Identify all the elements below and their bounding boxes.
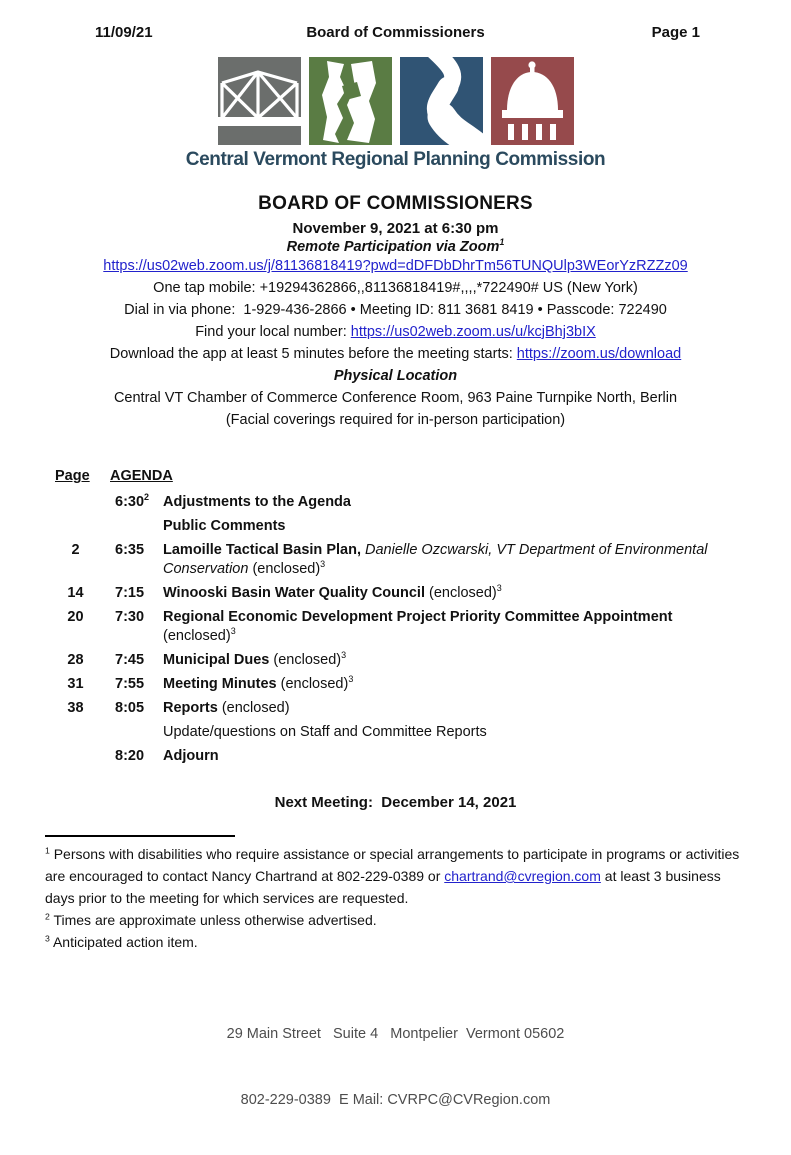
agenda-row (55, 584, 746, 603)
footnote-3-marker: 3 (45, 933, 50, 944)
one-tap-mobile-line: One tap mobile: +19294362866,,81136818419#,,,,*722490# US (New York) (153, 280, 638, 296)
meeting-title: BOARD OF COMMISSIONERS (258, 193, 533, 214)
footnote-1-text: Persons with disabilities who require assistance or special arrangements to participate in programs or activities are encouraged to contact Nancy Chartrand at 802-229-0389 or (45, 846, 744, 884)
agenda-item-footnote-marker: 3 (496, 583, 502, 594)
agenda-page-number (55, 493, 110, 512)
agenda-item-footnote-marker: 3 (320, 559, 326, 570)
agenda-header-row (55, 467, 746, 486)
logo-panels (45, 57, 746, 145)
footnote-2-marker: 2 (45, 911, 50, 922)
remote-heading-text: Remote Participation via Zoom (286, 239, 500, 255)
remote-participation-heading (45, 239, 746, 255)
footer-contact: 802-229-0389 E Mail: CVRPC@CVRegion.com (240, 1092, 551, 1108)
agenda-rows (55, 493, 746, 766)
next-meeting-line: Next Meeting: December 14, 2021 (274, 794, 517, 811)
agenda-title-column-header: AGENDA (110, 468, 173, 484)
agenda-time (110, 723, 163, 742)
chartrand-email-link[interactable]: chartrand@cvregion.com (444, 868, 601, 884)
agenda-row (55, 747, 746, 766)
agenda-row (55, 541, 746, 579)
agenda-item-footnote-marker: 3 (230, 626, 236, 637)
agenda-page-number (55, 723, 110, 742)
agenda-time: 7:55 (115, 676, 145, 692)
agenda-time: 6:35 (115, 542, 145, 558)
physical-location-address: Central VT Chamber of Commerce Conference Room, 963 Paine Turnpike North, Berlin (113, 390, 678, 406)
agenda-item-text: Winooski Basin Water Quality Council (enclosed)$^3$ (163, 583, 502, 601)
download-app-line (45, 343, 746, 365)
agenda-item-text: Regional Economic Development Project Priority Committee Appointment (enclosed)$^3$ (163, 609, 677, 644)
local-number-label: Find your local number: (195, 324, 351, 340)
agenda-item-text: Municipal Dues (enclosed)$^3$ (163, 650, 347, 668)
agenda-item-text: Adjustments to the Agenda (163, 494, 351, 510)
remote-heading-footnote-marker: 1 (499, 237, 505, 248)
cvrpc-logo (45, 57, 746, 171)
zoom-meeting-link[interactable]: https://us02web.zoom.us/j/81136818419?pwd=dDFDbDhrTm56TUNQUlp3WEorYzRZZz09 (103, 258, 688, 274)
agenda-item-text: Public Comments (163, 518, 286, 534)
agenda-time-footnote-marker: 2 (144, 492, 150, 503)
agenda-time (110, 517, 163, 536)
agenda-page-column-header: Page (55, 468, 90, 484)
agenda-page-number (55, 517, 110, 536)
agenda-time: $6:30^2$ (115, 492, 150, 510)
agenda-row (55, 493, 746, 512)
agenda-row (55, 699, 746, 718)
dial-in-line: Dial in via phone: 1-929-436-2866 • Meeting ID: 811 3681 8419 • Passcode: 722490 (124, 302, 667, 318)
agenda-page-number: 28 (67, 652, 84, 668)
zoom-download-link[interactable]: https://zoom.us/download (516, 346, 682, 362)
agenda-item-footnote-marker: 3 (348, 674, 354, 685)
agenda-page-number: 2 (71, 542, 80, 558)
logo-caption: Central Vermont Regional Planning Commission (185, 149, 606, 170)
header-date: 11/09/21 (95, 24, 153, 41)
footnotes (45, 843, 746, 953)
document-footer (45, 979, 746, 1155)
agenda-item-footnote-marker: 3 (341, 650, 347, 661)
agenda-row (55, 675, 746, 694)
footnote-3 (45, 931, 746, 953)
capitol-dome-icon (491, 57, 574, 145)
footnote-2-text: Times are approximate unless otherwise advertised. (49, 912, 377, 928)
vermont-map-icon (309, 57, 392, 145)
agenda-time: 8:05 (115, 700, 145, 716)
covered-bridge-icon (218, 57, 301, 145)
agenda-time: 7:30 (115, 609, 145, 625)
physical-location-heading: Physical Location (333, 368, 458, 384)
footnote-1 (45, 843, 746, 909)
local-number-line (45, 321, 746, 343)
agenda-page-number: 31 (67, 676, 84, 692)
footnote-1-marker: 1 (45, 845, 50, 856)
agenda-item-text: Adjourn (163, 748, 219, 764)
agenda-time: 8:20 (115, 748, 145, 764)
header-title: Board of Commissioners (306, 24, 485, 41)
footnote-1-text-after: at least 3 business days prior to the meeting for which services are requested. (45, 868, 725, 906)
agenda-row (55, 608, 746, 646)
river-icon (400, 57, 483, 145)
agenda-item-text: Reports (enclosed) (163, 700, 290, 716)
agenda-section (55, 467, 746, 766)
footnote-2 (45, 909, 746, 931)
agenda-page-number: 20 (67, 609, 84, 625)
agenda-item-text: Meeting Minutes (enclosed)$^3$ (163, 674, 354, 692)
document-header (45, 24, 746, 41)
footer-address: 29 Main Street Suite 4 Montpelier Vermont 05602 (226, 1026, 565, 1042)
agenda-item-text: Lamoille Tactical Basin Plan, Danielle Ozcwarski, VT Department of Environmental Conservation (enclosed)$^3$ (163, 542, 712, 577)
header-page-number: Page 1 (651, 24, 700, 41)
agenda-time: 7:15 (115, 585, 145, 601)
agenda-row (55, 723, 746, 742)
agenda-time: 7:45 (115, 652, 145, 668)
local-number-link[interactable]: https://us02web.zoom.us/u/kcjBhj3bIX (350, 324, 596, 340)
agenda-page-number: 38 (67, 700, 84, 716)
facial-coverings-note: (Facial coverings required for in-person participation) (225, 412, 566, 428)
agenda-row (55, 517, 746, 536)
agenda-page-number (55, 747, 110, 766)
footnote-separator (45, 835, 235, 837)
footnote-3-text: Anticipated action item. (49, 934, 198, 950)
agenda-row (55, 651, 746, 670)
agenda-item-text: Update/questions on Staff and Committee Reports (163, 724, 487, 740)
agenda-page-number: 14 (67, 585, 84, 601)
download-label: Download the app at least 5 minutes before the meeting starts: (109, 346, 517, 362)
meeting-datetime: November 9, 2021 at 6:30 pm (292, 220, 499, 237)
